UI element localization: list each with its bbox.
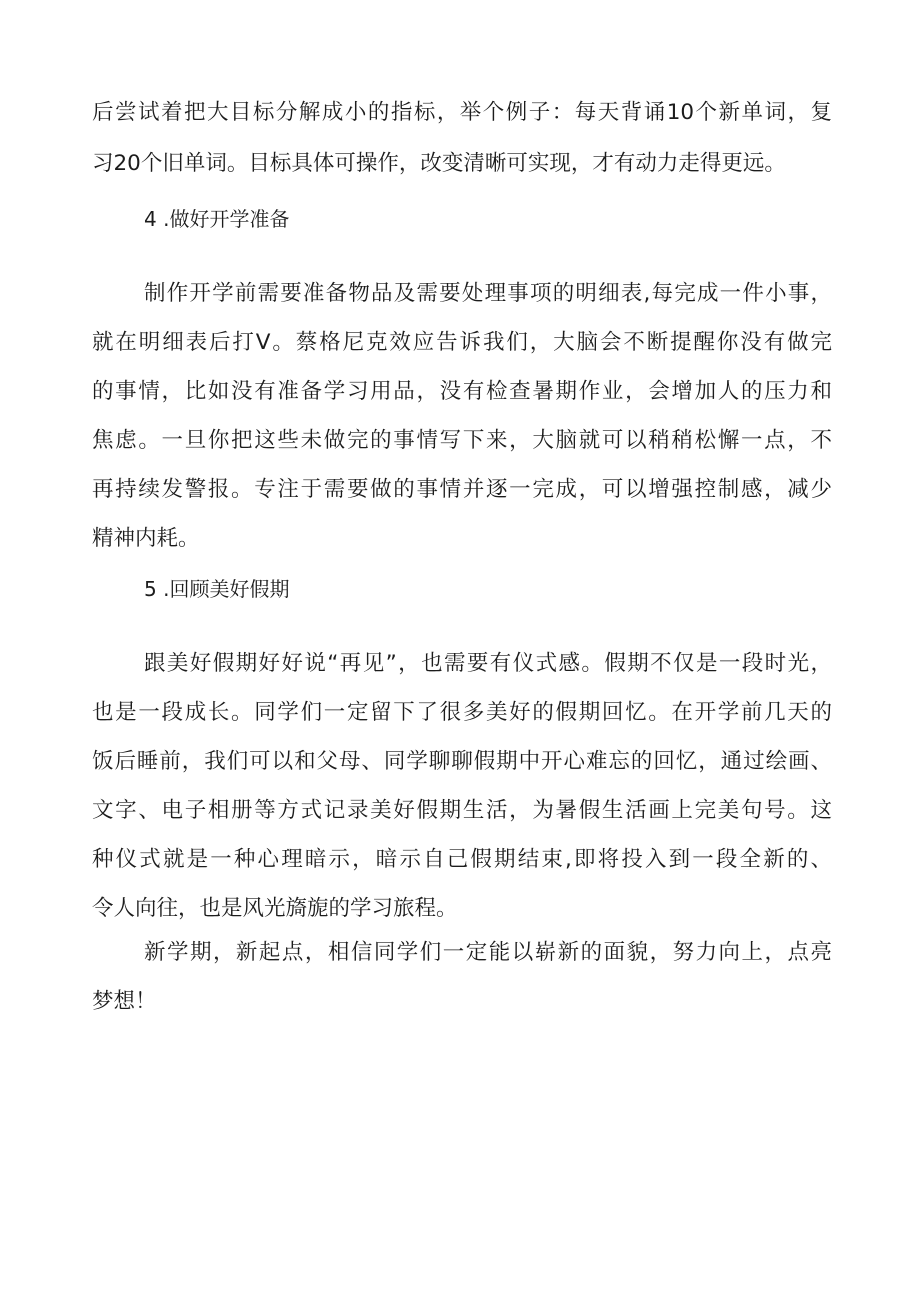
section-5-line-5: 种仪式就是一种心理暗示，暗示自己假期结束,即将投入到一段全新的、 (92, 847, 832, 872)
section-4-line-3: 的事情，比如没有准备学习用品，没有检查暑期作业，会增加人的压力和 (92, 379, 832, 404)
section-4-line-5: 再持续发警报。专注于需要做的事情并逐一完成，可以增强控制感，减少 (92, 477, 832, 502)
section-5-line-3: 饭后睡前，我们可以和父母、同学聊聊假期中开心难忘的回忆，通过绘画、 (92, 749, 832, 774)
intro-line-2: 习20个旧单词。目标具体可操作，改变清晰可实现，才有动力走得更远。 (92, 151, 786, 176)
section-4-line-1: 制作开学前需要准备物品及需要处理事项的明细表,每完成一件小事， (144, 281, 832, 306)
closing-line-1: 新学期，新起点，相信同学们一定能以崭新的面貌，努力向上，点亮 (144, 940, 832, 965)
section-4-heading: 4 .做好开学准备 (144, 207, 290, 231)
closing-line-2: 梦想！ (92, 989, 157, 1014)
section-4-line-2: 就在明细表后打V。蔡格尼克效应告诉我们，大脑会不断提醒你没有做完 (92, 330, 832, 355)
section-5-line-2: 也是一段成长。同学们一定留下了很多美好的假期回忆。在开学前几天的 (92, 700, 832, 725)
intro-line-1: 后尝试着把大目标分解成小的指标，举个例子：每天背诵10个新单词，复 (92, 100, 832, 125)
section-5-line-4: 文字、电子相册等方式记录美好假期生活，为暑假生活画上完美句号。这 (92, 798, 832, 823)
section-4-line-4: 焦虑。一旦你把这些未做完的事情写下来，大脑就可以稍稍松懈一点，不 (92, 428, 832, 453)
section-5-line-1: 跟美好假期好好说“再见”，也需要有仪式感。假期不仅是一段时光， (144, 651, 832, 676)
section-4-line-6: 精神内耗。 (92, 526, 200, 551)
section-5-heading: 5 .回顾美好假期 (144, 577, 290, 601)
section-5-line-6: 令人向往，也是风光旖旎的学习旅程。 (92, 896, 458, 921)
